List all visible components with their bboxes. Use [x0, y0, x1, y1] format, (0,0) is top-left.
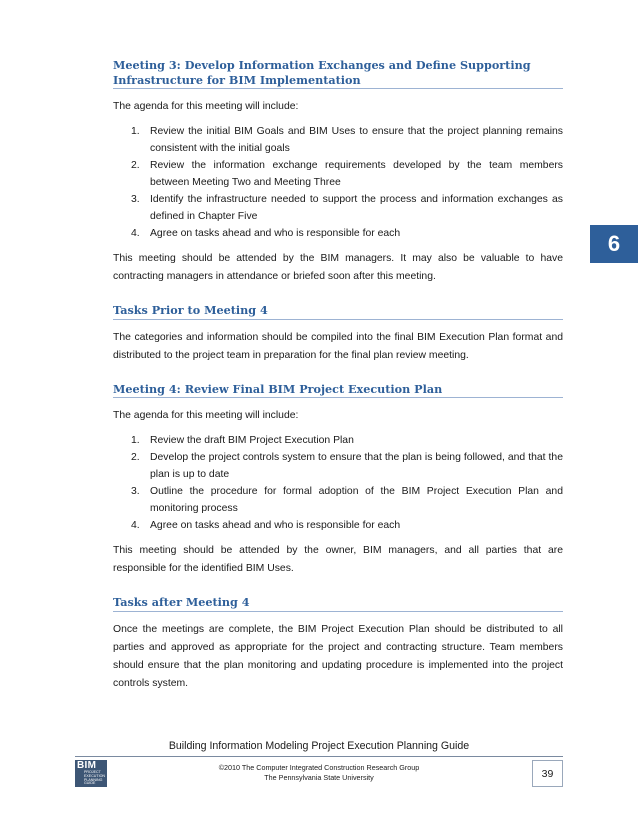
logo-line: EXECUTION — [84, 773, 105, 778]
list-item: 1. Review the draft BIM Project Execution Plan — [131, 435, 354, 446]
attendance-note: This meeting should be attended by the owner, BIM managers, and all parties that are responsible for the identified BIM Uses. — [113, 545, 563, 574]
list-item: 3. Identify the infrastructure needed to support the process and information exchanges as defined in Chapter Five — [131, 194, 563, 222]
agenda-intro: The agenda for this meeting will include: — [113, 410, 299, 421]
footer-copyright: ©2010 The Computer Integrated Construction Research Group — [218, 763, 420, 772]
footer-title: Building Information Modeling Project Execution Planning Guide — [168, 740, 470, 752]
section-heading-meeting-3: Meeting 3: Develop Information Exchanges and Define Supporting Infrastructure for BIM Implementation — [113, 58, 563, 89]
footer-university: The Pennsylvania State University — [264, 773, 374, 782]
list-item: 1. Review the initial BIM Goals and BIM Uses to ensure that the project planning remains consistent with the initial goals — [131, 126, 563, 154]
list-item: 2. Develop the project controls system to ensure that the plan is being followed, and that the plan is up to date — [131, 452, 563, 480]
section-heading-tasks-prior: Tasks Prior to Meeting 4 — [113, 303, 563, 320]
footer-divider — [75, 756, 563, 757]
agenda-list-meeting-3 — [113, 123, 563, 242]
logo-text: BIM — [77, 760, 97, 771]
page-number: 39 — [532, 760, 563, 787]
list-item: 4. Agree on tasks ahead and who is responsible for each — [131, 520, 401, 531]
logo-line: PROJECT — [84, 770, 101, 774]
logo-line: PLANNING — [84, 777, 103, 782]
logo-line: GUIDE — [84, 781, 96, 786]
list-item: 4. Agree on tasks ahead and who is responsible for each — [131, 228, 401, 239]
page-content — [113, 58, 563, 693]
section-heading-meeting-4: Meeting 4: Review Final BIM Project Execution Plan — [113, 382, 563, 399]
attendance-note: This meeting should be attended by the BIM managers. It may also be valuable to have contracting managers in attendance or briefed soon after this meeting. — [113, 253, 563, 282]
section-heading-tasks-after: Tasks after Meeting 4 — [113, 595, 563, 612]
agenda-intro: The agenda for this meeting will include: — [113, 101, 299, 112]
list-item: 2. Review the information exchange requirements developed by the team members between Meeting Two and Meeting Three — [131, 160, 563, 188]
agenda-list-meeting-4 — [113, 432, 563, 534]
list-item: 3. Outline the procedure for formal adoption of the BIM Project Execution Plan and monitoring process — [131, 486, 563, 514]
section-body: The categories and information should be compiled into the final BIM Execution Plan format and distributed to the project team in preparation for the final plan review meeting. — [113, 331, 563, 361]
chapter-tab: 6 — [590, 225, 638, 263]
section-body: Once the meetings are complete, the BIM Project Execution Plan should be distributed to all parties and approved as appropriate for the project and contracting structure. Team members should ensure that the plan monitoring and updating procedure is implemented into the project controls system. — [113, 623, 563, 689]
